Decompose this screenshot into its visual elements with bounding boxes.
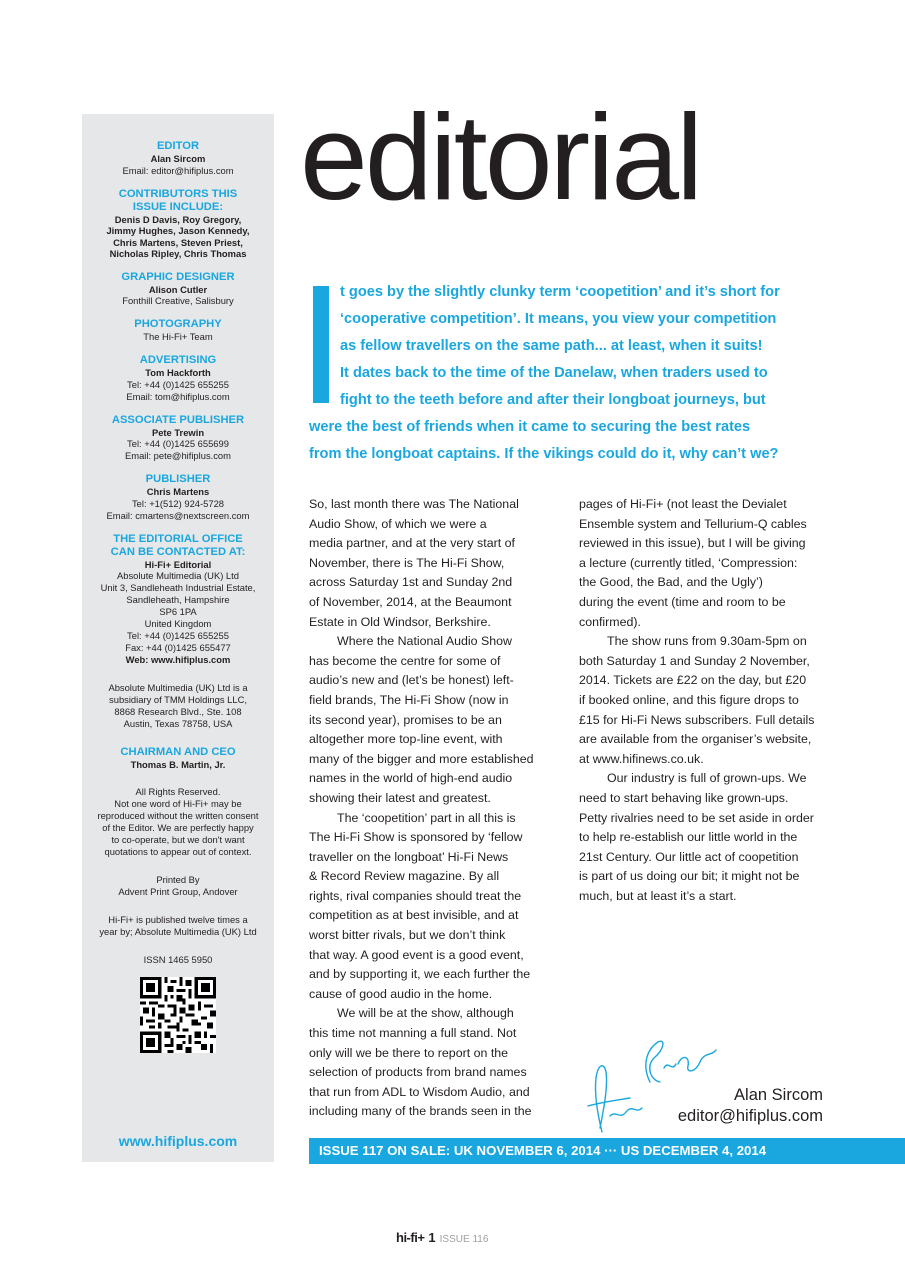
body-line: cause of good audio in the home.	[309, 986, 493, 1001]
body-line: are available from the organiser’s website,	[579, 732, 812, 747]
body-line: field brands, The Hi-Fi Show (now in	[309, 692, 509, 707]
subsidiary-line: 8868 Research Blvd., Ste. 108	[114, 705, 242, 717]
assoc-publisher-tel: Tel: +44 (0)1425 655699	[127, 438, 229, 449]
body-line: names in the world of high-end audio	[309, 771, 513, 786]
rights-line: quotations to appear out of context.	[104, 846, 252, 857]
body-line: showing their latest and greatest.	[309, 790, 491, 805]
intro-line: It dates back to the time of the Danelaw, when traders used to	[340, 365, 768, 381]
printed-line: Printed By	[156, 874, 200, 885]
issn: ISSN 1465 5950	[143, 954, 213, 965]
masthead-associate-publisher	[82, 414, 274, 463]
body-line: the Good, the Bad, and the Ugly’)	[579, 575, 763, 590]
masthead-sidebar	[82, 114, 274, 1162]
on-sale-banner: ISSUE 117 ON SALE: UK NOVEMBER 6, 2014 ··· US DECEMBER 4, 2014	[309, 1138, 905, 1164]
subsidiary-line: Austin, Texas 78758, USA	[123, 717, 233, 729]
office-tel: Tel: +44 (0)1425 655255	[127, 630, 229, 641]
body-column-1	[309, 495, 559, 1122]
body-line: Our industry is full of grown-ups. We	[607, 771, 807, 786]
body-line: rights, rival companies should treat the	[309, 888, 522, 903]
photography-credit: The Hi-Fi+ Team	[143, 331, 213, 342]
body-line: We will be at the show, although	[337, 1006, 514, 1021]
designer-company: Fonthill Creative, Salisbury	[122, 295, 234, 306]
body-line: many of the bigger and more established	[309, 751, 534, 766]
rights-line: of the Editor. We are perfectly happy	[102, 822, 254, 833]
advertising-email: Email: tom@hifiplus.com	[126, 390, 230, 402]
office-address-line: Absolute Multimedia (UK) Ltd	[117, 570, 239, 581]
body-line: Estate in Old Windsor, Berkshire.	[309, 614, 491, 629]
masthead-publisher	[82, 473, 274, 522]
author-name: Alan Sircom	[734, 1086, 823, 1104]
publisher-email: Email: cmartens@nextscreen.com	[106, 509, 250, 521]
section-heading: ISSUE INCLUDE:	[132, 200, 224, 213]
body-line: The Hi-Fi Show is sponsored by ‘fellow	[309, 830, 523, 845]
body-line: Petty rivalries need to be set aside in order	[579, 810, 814, 825]
publisher-tel: Tel: +1(512) 924-5728	[132, 497, 224, 509]
body-line: of November, 2014, at the Beaumont	[309, 594, 512, 609]
body-line: across Saturday 1st and Sunday 2nd	[309, 575, 513, 590]
body-line: a lecture (currently titled, ‘Compression:	[579, 555, 798, 570]
body-line: Audio Show, of which we were a	[309, 516, 487, 531]
advertising-tel: Tel: +44 (0)1425 655255	[127, 378, 229, 390]
body-line: selection of products from brand names	[309, 1065, 527, 1080]
body-line: if booked online, and this figure drops to	[579, 692, 799, 707]
publisher-name: Chris Martens	[146, 486, 210, 497]
masthead-issn	[82, 954, 274, 966]
body-line: this time not manning a full stand. Not	[309, 1026, 517, 1041]
office-address-line: United Kingdom	[144, 618, 212, 629]
intro-line: ‘cooperative competition’. It means, you view your competition	[340, 311, 777, 327]
page-title: editorial	[300, 89, 701, 225]
contributors-line: Nicholas Ripley, Chris Thomas	[109, 248, 247, 259]
qr-code-icon[interactable]	[140, 977, 216, 1053]
body-line: its second year), promises to be an	[309, 712, 502, 727]
office-name: Hi-Fi+ Editorial	[144, 558, 212, 570]
rights-line: reproduced without the written consent	[97, 810, 259, 821]
masthead-subsidiary	[82, 682, 274, 730]
section-heading: PUBLISHER	[145, 473, 211, 485]
section-heading: CHAIRMAN AND CEO	[120, 745, 236, 758]
issue-number: ISSUE 116	[439, 1234, 489, 1245]
body-line: competition as at best invisible, and at	[309, 908, 519, 923]
body-line: Where the National Audio Show	[337, 634, 512, 649]
assoc-publisher-name: Pete Trewin	[151, 426, 205, 438]
masthead-printed	[82, 874, 274, 898]
hifiplus-logo: hi-fi+	[396, 1230, 425, 1245]
printed-line: Advent Print Group, Andover	[118, 886, 238, 897]
office-address-line: SP6 1PA	[159, 606, 197, 617]
masthead-contributors	[82, 188, 274, 260]
office-web: Web: www.hifiplus.com	[125, 654, 231, 665]
intro-line: from the longboat captains. If the vikings could do it, why can’t we?	[309, 446, 779, 462]
page-footer	[396, 1230, 488, 1245]
body-line: reviewed in this issue), but I will be giving	[579, 536, 806, 551]
website-link[interactable]: www.hifiplus.com	[118, 1133, 238, 1149]
contributors-line: Jimmy Hughes, Jason Kennedy,	[106, 225, 250, 236]
contributors-line: Denis D Davis, Roy Gregory,	[114, 213, 242, 225]
body-line: both Saturday 1 and Sunday 2 November,	[579, 653, 810, 668]
masthead-editor	[82, 140, 274, 177]
body-line: audio’s new and (let’s be honest) left-	[309, 673, 514, 688]
section-heading: ADVERTISING	[139, 354, 217, 366]
body-column-2	[579, 495, 829, 906]
body-line: to help re-establish our little world in the	[579, 830, 798, 845]
body-line: worst bitter rivals, but we don’t think	[309, 928, 506, 943]
contributors-line: Chris Martens, Steven Priest,	[113, 236, 243, 248]
office-fax: Fax: +44 (0)1425 655477	[125, 642, 231, 653]
office-address-line: Sandleheath, Hampshire	[126, 594, 230, 605]
section-heading: EDITOR	[156, 140, 200, 152]
rights-line: to co-operate, but we don't want	[111, 834, 245, 845]
signoff	[678, 1085, 823, 1127]
section-heading: ASSOCIATE PUBLISHER	[111, 413, 245, 426]
subsidiary-line: Absolute Multimedia (UK) Ltd is a	[108, 681, 248, 693]
body-line: altogether more top-line event, with	[309, 732, 503, 747]
body-line: confirmed).	[579, 614, 641, 629]
intro-line: as fellow travellers on the same path... at least, when it suits!	[340, 338, 763, 354]
section-heading: CAN BE CONTACTED AT:	[110, 545, 246, 558]
body-line: only will we be there to report on the	[309, 1045, 509, 1060]
body-line: including many of the brands seen in the	[309, 1104, 532, 1119]
section-heading: PHOTOGRAPHY	[134, 318, 222, 330]
intro-line: t goes by the slightly clunky term ‘coopetition’ and it’s short for	[340, 284, 780, 300]
editor-name: Alan Sircom	[150, 153, 206, 164]
assoc-publisher-email: Email: pete@hifiplus.com	[125, 450, 231, 461]
chairman-name: Thomas B. Martin, Jr.	[130, 758, 226, 770]
body-line: and by supporting it, we each further the	[309, 967, 531, 982]
intro-paragraph	[309, 279, 829, 468]
body-line: November, there is The Hi-Fi Show,	[309, 555, 505, 570]
masthead-graphic-designer	[82, 271, 274, 308]
advertising-name: Tom Hackforth	[145, 367, 211, 378]
body-line: is part of us doing our bit; it might not be	[579, 869, 800, 884]
body-line: The show runs from 9.30am-5pm on	[607, 634, 807, 649]
subsidiary-line: subsidiary of TMM Holdings LLC,	[109, 693, 247, 705]
body-line: need to start behaving like grown-ups.	[579, 790, 789, 805]
body-line: 21st Century. Our little act of coopetition	[579, 849, 799, 864]
masthead-chairman	[82, 746, 274, 771]
intro-line: were the best of friends when it came to securing the best rates	[309, 419, 751, 435]
body-line: that run from ADL to Wisdom Audio, and	[309, 1084, 530, 1099]
body-line: & Record Review magazine. By all	[309, 869, 500, 884]
body-line: Ensemble system and Tellurium-Q cables	[579, 516, 807, 531]
masthead-advertising	[82, 354, 274, 403]
published-line: year by; Absolute Multimedia (UK) Ltd	[99, 926, 257, 937]
editor-email: Email: editor@hifiplus.com	[122, 164, 234, 176]
masthead-editorial-office	[82, 533, 274, 666]
body-line: £15 for Hi-Fi News subscribers. Full details	[579, 712, 815, 727]
body-line: that way. A good event is a good event,	[309, 947, 524, 962]
body-line: at www.hifinews.co.uk.	[579, 751, 704, 766]
body-line: So, last month there was The National	[309, 497, 519, 511]
body-line: much, but at least it’s a start.	[579, 888, 737, 903]
intro-line: fight to the teeth before and after their longboat journeys, but	[340, 392, 766, 408]
body-line: has become the centre for some of	[309, 653, 501, 668]
published-line: Hi-Fi+ is published twelve times a	[108, 914, 248, 925]
page-number: 1	[428, 1230, 436, 1245]
body-line: The ‘coopetition’ part in all this is	[337, 810, 516, 825]
author-email[interactable]: editor@hifiplus.com	[677, 1107, 823, 1125]
body-line: traveller on the longboat’ Hi-Fi News	[309, 849, 509, 864]
office-address-line: Unit 3, Sandleheath Industrial Estate,	[100, 582, 256, 593]
body-line: 2014. Tickets are £22 on the day, but £20	[579, 673, 807, 688]
body-line: media partner, and at the very start of	[309, 536, 515, 551]
rights-line: All Rights Reserved.	[135, 786, 221, 797]
body-line: during the event (time and room to be	[579, 594, 786, 609]
masthead-photography	[82, 318, 274, 343]
section-heading: THE EDITORIAL OFFICE	[113, 532, 243, 545]
designer-name: Alison Cutler	[148, 283, 208, 295]
section-heading: GRAPHIC DESIGNER	[121, 270, 235, 283]
masthead-published	[82, 914, 274, 938]
masthead-rights	[82, 786, 274, 858]
rights-line: Not one word of Hi-Fi+ may be	[114, 798, 242, 809]
body-line: pages of Hi-Fi+ (not least the Devialet	[579, 497, 787, 511]
section-heading: CONTRIBUTORS THIS	[118, 187, 238, 200]
